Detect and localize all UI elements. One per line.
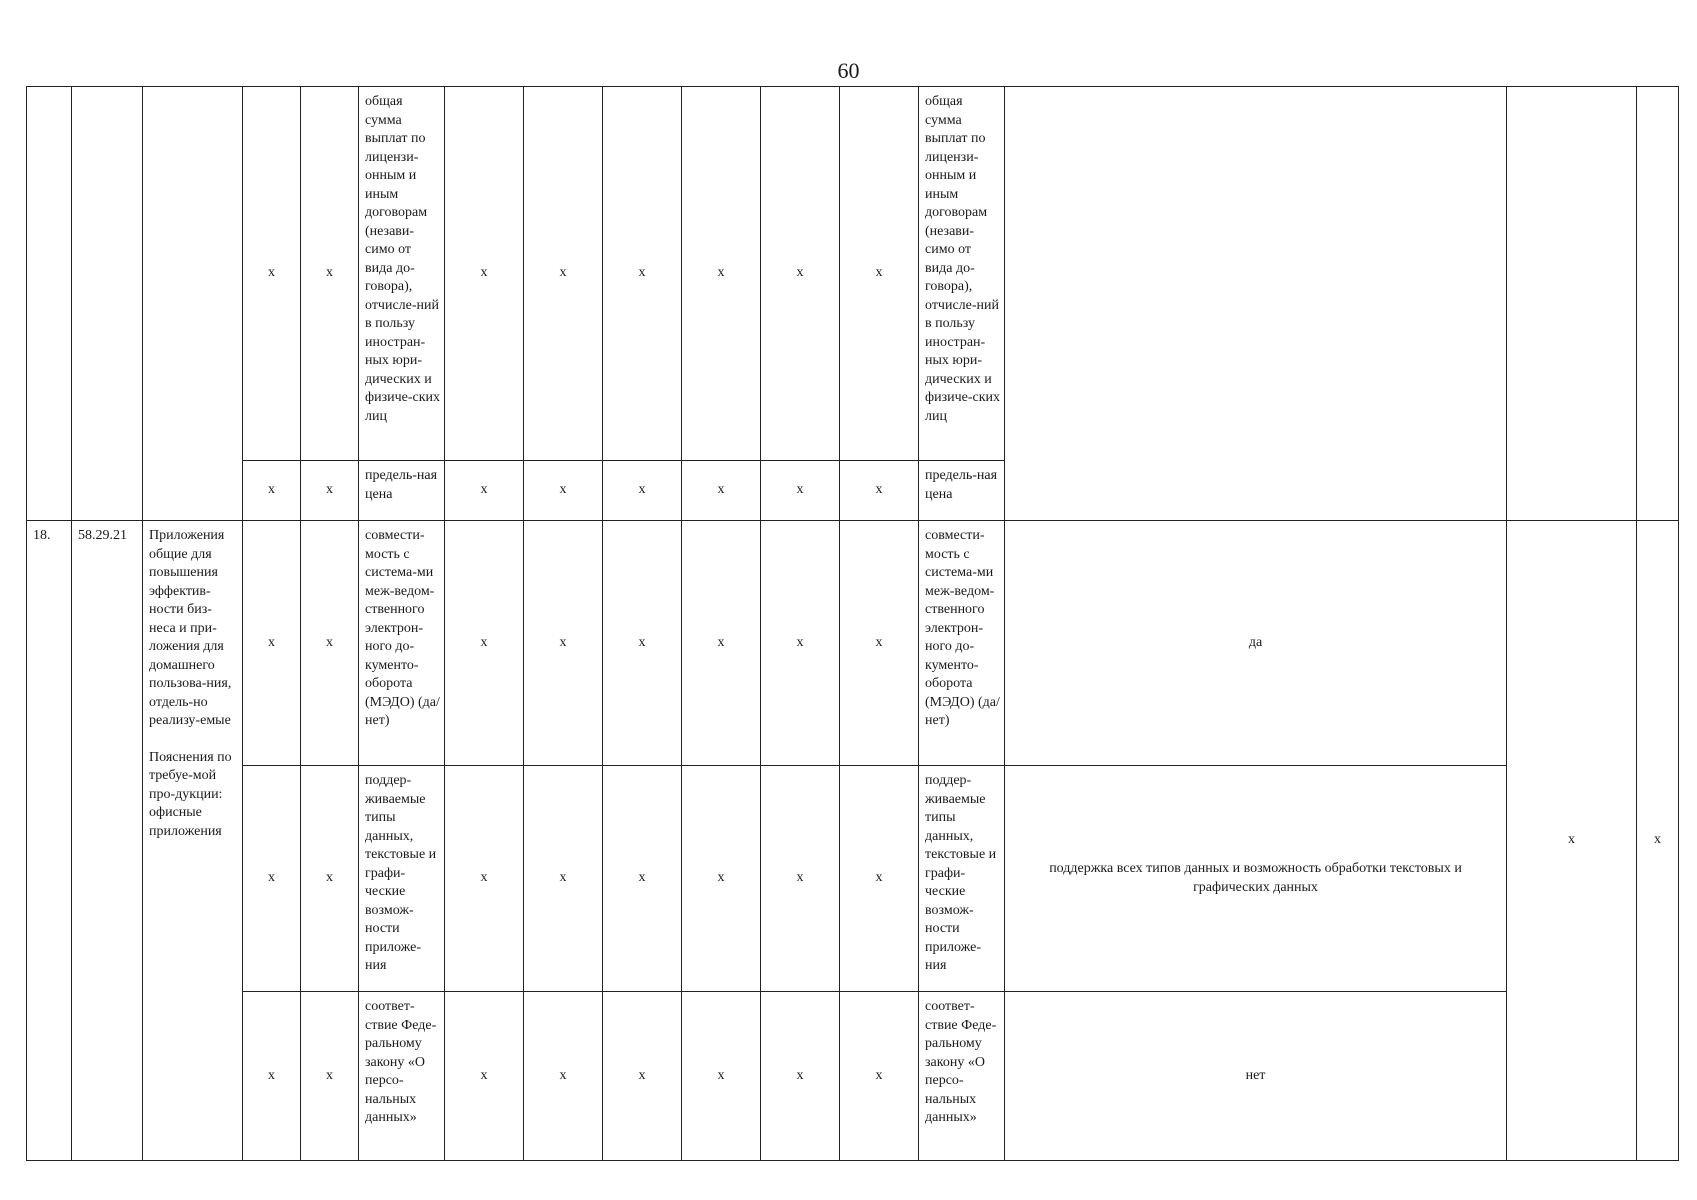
mark-cell: x bbox=[524, 766, 603, 992]
table-row-licensing-total bbox=[27, 87, 1679, 461]
mark-cell: x bbox=[243, 461, 301, 521]
mark-cell: x bbox=[840, 766, 919, 992]
characteristic-repeat-cell: предель-ная цена bbox=[919, 461, 1005, 521]
requirements-table bbox=[26, 86, 1679, 1161]
extra-cell-empty bbox=[1507, 87, 1637, 521]
mark-cell: x bbox=[524, 461, 603, 521]
mark-cell: x bbox=[445, 992, 524, 1161]
mark-cell: x bbox=[301, 992, 359, 1161]
mark-cell: x bbox=[301, 521, 359, 766]
mark-cell: x bbox=[682, 521, 761, 766]
item-name-text: Приложения общие для повышения эффектив-ности биз-неса и при-ложения для домашнего пользова-ния, отдель-но реализу-емые bbox=[149, 528, 232, 728]
characteristic-cell: поддер-живаемые типы данных, текстовые и графи-ческие возмож-ности приложе-ния bbox=[359, 766, 445, 992]
characteristic-repeat-cell: совмести-мость с система-ми меж-ведом-ственного электрон-ного до-кументо-оборота (МЭДО) (да/нет) bbox=[919, 521, 1005, 766]
item-number-cell: 18. bbox=[27, 521, 72, 1161]
item-explanation-text: Пояснения по требуе-мой про-дукции: офисные приложения bbox=[149, 749, 232, 839]
mark-cell: x bbox=[761, 521, 840, 766]
extra-cell-empty bbox=[1637, 87, 1679, 521]
value-cell-empty bbox=[1005, 87, 1507, 521]
mark-cell: x bbox=[682, 766, 761, 992]
mark-cell: x bbox=[682, 992, 761, 1161]
characteristic-repeat-cell: соответ-ствие Феде-ральному закону «О персо-нальных данных» bbox=[919, 992, 1005, 1161]
characteristic-repeat-cell: общая сумма выплат по лицензи-онным и иным договорам (незави-симо от вида до-говора), отчисле-ний в пользу иностран-ных юри-дических и физиче-ских лиц bbox=[919, 87, 1005, 461]
table-row-item18-data-types bbox=[27, 766, 1679, 992]
item-code-cell: 58.29.21 bbox=[72, 521, 143, 1161]
characteristic-cell: соответ-ствие Феде-ральному закону «О персо-нальных данных» bbox=[359, 992, 445, 1161]
mark-cell: x bbox=[603, 766, 682, 992]
characteristic-cell: совмести-мость с система-ми меж-ведом-ственного электрон-ного до-кументо-оборота (МЭДО) (да/нет) bbox=[359, 521, 445, 766]
mark-cell: x bbox=[445, 87, 524, 461]
mark-cell: x bbox=[301, 87, 359, 461]
value-cell: поддержка всех типов данных и возможность обработки текстовых и графических данных bbox=[1005, 766, 1507, 992]
mark-cell: x bbox=[524, 992, 603, 1161]
mark-cell: x bbox=[603, 992, 682, 1161]
mark-cell: x bbox=[243, 521, 301, 766]
mark-cell: x bbox=[761, 461, 840, 521]
mark-cell: x bbox=[524, 87, 603, 461]
mark-cell: x bbox=[243, 766, 301, 992]
characteristic-cell: предель-ная цена bbox=[359, 461, 445, 521]
page-number: 60 bbox=[837, 58, 860, 83]
mark-cell: x bbox=[1637, 521, 1679, 1161]
mark-cell: x bbox=[840, 87, 919, 461]
mark-cell: x bbox=[445, 766, 524, 992]
mark-cell: x bbox=[243, 992, 301, 1161]
characteristic-repeat-cell: поддер-живаемые типы данных, текстовые и графи-ческие возмож-ности приложе-ния bbox=[919, 766, 1005, 992]
mark-cell: x bbox=[761, 766, 840, 992]
value-cell: нет bbox=[1005, 992, 1507, 1161]
mark-cell: x bbox=[761, 87, 840, 461]
item-name-cell bbox=[143, 87, 243, 521]
characteristic-cell: общая сумма выплат по лицензи-онным и иным договорам (незави-симо от вида до-говора), отчисле-ний в пользу иностран-ных юри-дических и физиче-ских лиц bbox=[359, 87, 445, 461]
mark-cell: x bbox=[840, 992, 919, 1161]
item-code-cell bbox=[72, 87, 143, 521]
mark-cell: x bbox=[301, 766, 359, 992]
mark-cell: x bbox=[761, 992, 840, 1161]
mark-cell: x bbox=[682, 461, 761, 521]
mark-cell: x bbox=[524, 521, 603, 766]
table-row-item18-personal-data bbox=[27, 992, 1679, 1161]
table-row-item18-medo bbox=[27, 521, 1679, 766]
item-number-cell bbox=[27, 87, 72, 521]
mark-cell: x bbox=[603, 521, 682, 766]
mark-cell: x bbox=[445, 521, 524, 766]
value-cell: да bbox=[1005, 521, 1507, 766]
item-name-cell bbox=[143, 521, 243, 1161]
mark-cell: x bbox=[243, 87, 301, 461]
mark-cell: x bbox=[603, 87, 682, 461]
mark-cell: x bbox=[301, 461, 359, 521]
mark-cell: x bbox=[840, 461, 919, 521]
mark-cell: x bbox=[603, 461, 682, 521]
mark-cell: x bbox=[445, 461, 524, 521]
mark-cell: x bbox=[682, 87, 761, 461]
mark-cell: x bbox=[840, 521, 919, 766]
mark-cell: x bbox=[1507, 521, 1637, 1161]
